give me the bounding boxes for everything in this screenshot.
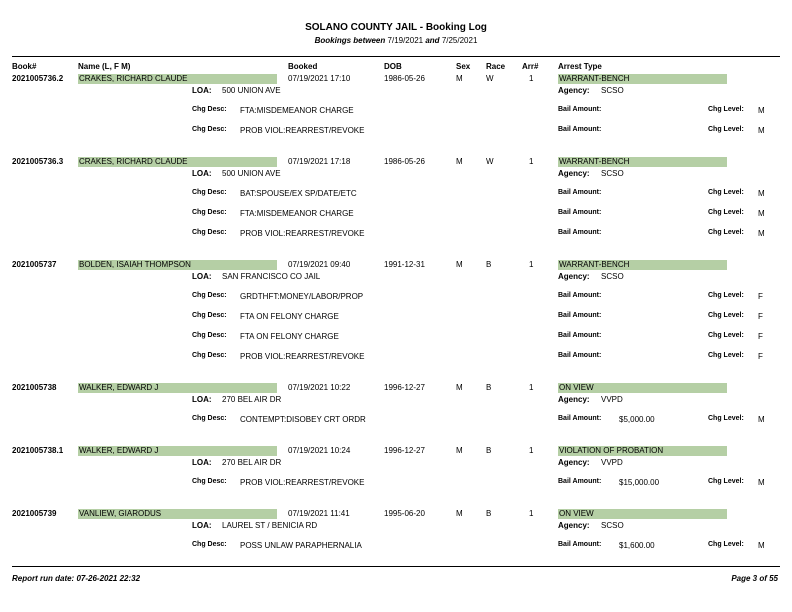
bail-amount-label: Bail Amount: xyxy=(558,312,602,319)
agency-value: VVPD xyxy=(601,458,623,467)
chg-desc-value: POSS UNLAW PARAPHERNALIA xyxy=(240,541,362,550)
chg-desc-value: PROB VIOL:REARREST/REVOKE xyxy=(240,478,365,487)
bail-amount-label: Bail Amount: xyxy=(558,292,602,299)
chg-level-label: Chg Level: xyxy=(708,292,744,299)
date-of-birth: 1995-06-20 xyxy=(384,509,425,518)
arrest-type: VIOLATION OF PROBATION xyxy=(558,446,727,456)
arrest-type: ON VIEW xyxy=(558,509,727,519)
arrest-number: 1 xyxy=(529,446,534,455)
race: B xyxy=(486,383,492,392)
col-header-arrest-type: Arrest Type xyxy=(558,62,602,71)
chg-level-label: Chg Level: xyxy=(708,189,744,196)
chg-desc-value: BAT:SPOUSE/EX SP/DATE/ETC xyxy=(240,189,357,198)
chg-level-label: Chg Level: xyxy=(708,126,744,133)
race: W xyxy=(486,157,494,166)
chg-desc-label: Chg Desc: xyxy=(192,292,227,299)
chg-desc-label: Chg Desc: xyxy=(192,189,227,196)
chg-desc-value: PROB VIOL:REARREST/REVOKE xyxy=(240,126,365,135)
col-header-dob: DOB xyxy=(384,62,402,71)
date-of-birth: 1996-12-27 xyxy=(384,383,425,392)
agency-label: Agency: xyxy=(558,458,590,467)
chg-level-value: F xyxy=(758,312,763,321)
book-number: 2021005736.2 xyxy=(12,74,64,83)
chg-desc-label: Chg Desc: xyxy=(192,332,227,339)
bail-amount-label: Bail Amount: xyxy=(558,352,602,359)
agency-value: VVPD xyxy=(601,395,623,404)
agency-label: Agency: xyxy=(558,86,590,95)
bail-amount-label: Bail Amount: xyxy=(558,415,602,422)
date-of-birth: 1991-12-31 xyxy=(384,260,425,269)
agency-value: SCSO xyxy=(601,272,624,281)
chg-level-label: Chg Level: xyxy=(708,352,744,359)
date-of-birth: 1986-05-26 xyxy=(384,157,425,166)
book-number: 2021005738.1 xyxy=(12,446,64,455)
race: B xyxy=(486,509,492,518)
arrest-number: 1 xyxy=(529,509,534,518)
loa-label: LOA: xyxy=(192,169,212,178)
book-number: 2021005738 xyxy=(12,383,57,392)
agency-value: SCSO xyxy=(601,86,624,95)
chg-level-label: Chg Level: xyxy=(708,415,744,422)
chg-desc-label: Chg Desc: xyxy=(192,541,227,548)
col-header-book: Book# xyxy=(12,62,37,71)
chg-level-value: M xyxy=(758,415,765,424)
chg-desc-label: Chg Desc: xyxy=(192,415,227,422)
report-title: SOLANO COUNTY JAIL - Booking Log xyxy=(305,22,487,33)
chg-desc-value: GRDTHFT:MONEY/LABOR/PROP xyxy=(240,292,364,301)
footer-rule xyxy=(12,566,780,567)
chg-level-label: Chg Level: xyxy=(708,478,744,485)
chg-desc-label: Chg Desc: xyxy=(192,209,227,216)
arrest-type: WARRANT-BENCH xyxy=(558,74,727,84)
chg-level-value: F xyxy=(758,352,763,361)
chg-level-value: F xyxy=(758,292,763,301)
agency-label: Agency: xyxy=(558,395,590,404)
race: B xyxy=(486,446,492,455)
chg-desc-value: PROB VIOL:REARREST/REVOKE xyxy=(240,352,365,361)
booked-datetime: 07/19/2021 17:10 xyxy=(288,74,351,83)
booking-record xyxy=(0,260,792,360)
inmate-name: CRAKES, RICHARD CLAUDE xyxy=(78,74,277,84)
bail-amount-value: $5,000.00 xyxy=(619,415,655,424)
date-of-birth: 1996-12-27 xyxy=(384,446,425,455)
chg-level-label: Chg Level: xyxy=(708,229,744,236)
sex: M xyxy=(456,509,463,518)
arrest-type: WARRANT-BENCH xyxy=(558,157,727,167)
inmate-name: CRAKES, RICHARD CLAUDE xyxy=(78,157,277,167)
loa-value: 270 BEL AIR DR xyxy=(222,458,282,467)
loa-label: LOA: xyxy=(192,395,212,404)
bail-amount-label: Bail Amount: xyxy=(558,209,602,216)
bail-amount-label: Bail Amount: xyxy=(558,106,602,113)
booked-datetime: 07/19/2021 17:18 xyxy=(288,157,351,166)
chg-desc-label: Chg Desc: xyxy=(192,229,227,236)
chg-level-value: M xyxy=(758,209,765,218)
chg-level-value: M xyxy=(758,106,765,115)
chg-level-value: M xyxy=(758,126,765,135)
sex: M xyxy=(456,383,463,392)
chg-level-label: Chg Level: xyxy=(708,541,744,548)
loa-label: LOA: xyxy=(192,272,212,281)
bail-amount-label: Bail Amount: xyxy=(558,478,602,485)
col-header-booked: Booked xyxy=(288,62,318,71)
booking-record xyxy=(0,157,792,257)
date-range-to: 7/25/2021 xyxy=(441,36,478,45)
chg-level-label: Chg Level: xyxy=(708,106,744,113)
report-run-date: Report run date: 07-26-2021 22:32 xyxy=(12,574,141,583)
booked-datetime: 07/19/2021 10:22 xyxy=(288,383,351,392)
arrest-number: 1 xyxy=(529,74,534,83)
chg-desc-value: FTA ON FELONY CHARGE xyxy=(240,332,339,341)
booked-datetime: 07/19/2021 10:24 xyxy=(288,446,351,455)
loa-value: LAUREL ST / BENICIA RD xyxy=(222,521,318,530)
page-number: Page 3 of 55 xyxy=(731,574,778,583)
col-header-arr: Arr# xyxy=(522,62,539,71)
date-range-and: and xyxy=(425,36,440,45)
loa-value: 500 UNION AVE xyxy=(222,86,281,95)
booking-record xyxy=(0,509,792,609)
loa-value: 500 UNION AVE xyxy=(222,169,281,178)
sex: M xyxy=(456,157,463,166)
race: W xyxy=(486,74,494,83)
date-of-birth: 1986-05-26 xyxy=(384,74,425,83)
booked-datetime: 07/19/2021 11:41 xyxy=(288,509,350,518)
book-number: 2021005736.3 xyxy=(12,157,64,166)
chg-level-value: M xyxy=(758,189,765,198)
inmate-name: WALKER, EDWARD J xyxy=(78,446,277,456)
col-header-race: Race xyxy=(486,62,506,71)
bail-amount-value: $15,000.00 xyxy=(619,478,660,487)
loa-label: LOA: xyxy=(192,458,212,467)
arrest-number: 1 xyxy=(529,260,534,269)
date-range-from: 7/19/2021 xyxy=(387,36,424,45)
bail-amount-label: Bail Amount: xyxy=(558,189,602,196)
agency-label: Agency: xyxy=(558,272,590,281)
chg-level-value: F xyxy=(758,332,763,341)
inmate-name: VANLIEW, GIARODUS xyxy=(78,509,277,519)
chg-desc-value: FTA:MISDEMEANOR CHARGE xyxy=(240,209,354,218)
chg-level-value: M xyxy=(758,541,765,550)
sex: M xyxy=(456,446,463,455)
chg-desc-label: Chg Desc: xyxy=(192,106,227,113)
sex: M xyxy=(456,74,463,83)
chg-level-label: Chg Level: xyxy=(708,312,744,319)
bail-amount-value: $1,600.00 xyxy=(619,541,655,550)
bail-amount-label: Bail Amount: xyxy=(558,332,602,339)
agency-value: SCSO xyxy=(601,521,624,530)
loa-value: 270 BEL AIR DR xyxy=(222,395,282,404)
chg-level-value: M xyxy=(758,229,765,238)
chg-desc-label: Chg Desc: xyxy=(192,126,227,133)
chg-desc-value: PROB VIOL:REARREST/REVOKE xyxy=(240,229,365,238)
chg-desc-value: CONTEMPT:DISOBEY CRT ORDR xyxy=(240,415,366,424)
loa-value: SAN FRANCISCO CO JAIL xyxy=(222,272,321,281)
chg-desc-label: Chg Desc: xyxy=(192,478,227,485)
chg-level-label: Chg Level: xyxy=(708,209,744,216)
arrest-number: 1 xyxy=(529,157,534,166)
chg-desc-value: FTA ON FELONY CHARGE xyxy=(240,312,339,321)
agency-label: Agency: xyxy=(558,169,590,178)
arrest-type: ON VIEW xyxy=(558,383,727,393)
book-number: 2021005739 xyxy=(12,509,57,518)
booked-datetime: 07/19/2021 09:40 xyxy=(288,260,351,269)
chg-desc-value: FTA:MISDEMEANOR CHARGE xyxy=(240,106,354,115)
chg-desc-label: Chg Desc: xyxy=(192,312,227,319)
col-header-name: Name (L, F M) xyxy=(78,62,131,71)
chg-level-value: M xyxy=(758,478,765,487)
agency-value: SCSO xyxy=(601,169,624,178)
arrest-type: WARRANT-BENCH xyxy=(558,260,727,270)
loa-label: LOA: xyxy=(192,521,212,530)
bail-amount-label: Bail Amount: xyxy=(558,541,602,548)
inmate-name: BOLDEN, ISAIAH THOMPSON xyxy=(78,260,277,270)
chg-desc-label: Chg Desc: xyxy=(192,352,227,359)
sex: M xyxy=(456,260,463,269)
bail-amount-label: Bail Amount: xyxy=(558,126,602,133)
agency-label: Agency: xyxy=(558,521,590,530)
header-top-rule xyxy=(12,56,780,57)
date-range-prefix: Bookings between xyxy=(314,36,386,45)
race: B xyxy=(486,260,492,269)
inmate-name: WALKER, EDWARD J xyxy=(78,383,277,393)
report-date-range xyxy=(0,36,792,45)
book-number: 2021005737 xyxy=(12,260,57,269)
chg-level-label: Chg Level: xyxy=(708,332,744,339)
bail-amount-label: Bail Amount: xyxy=(558,229,602,236)
col-header-sex: Sex xyxy=(456,62,471,71)
loa-label: LOA: xyxy=(192,86,212,95)
arrest-number: 1 xyxy=(529,383,534,392)
